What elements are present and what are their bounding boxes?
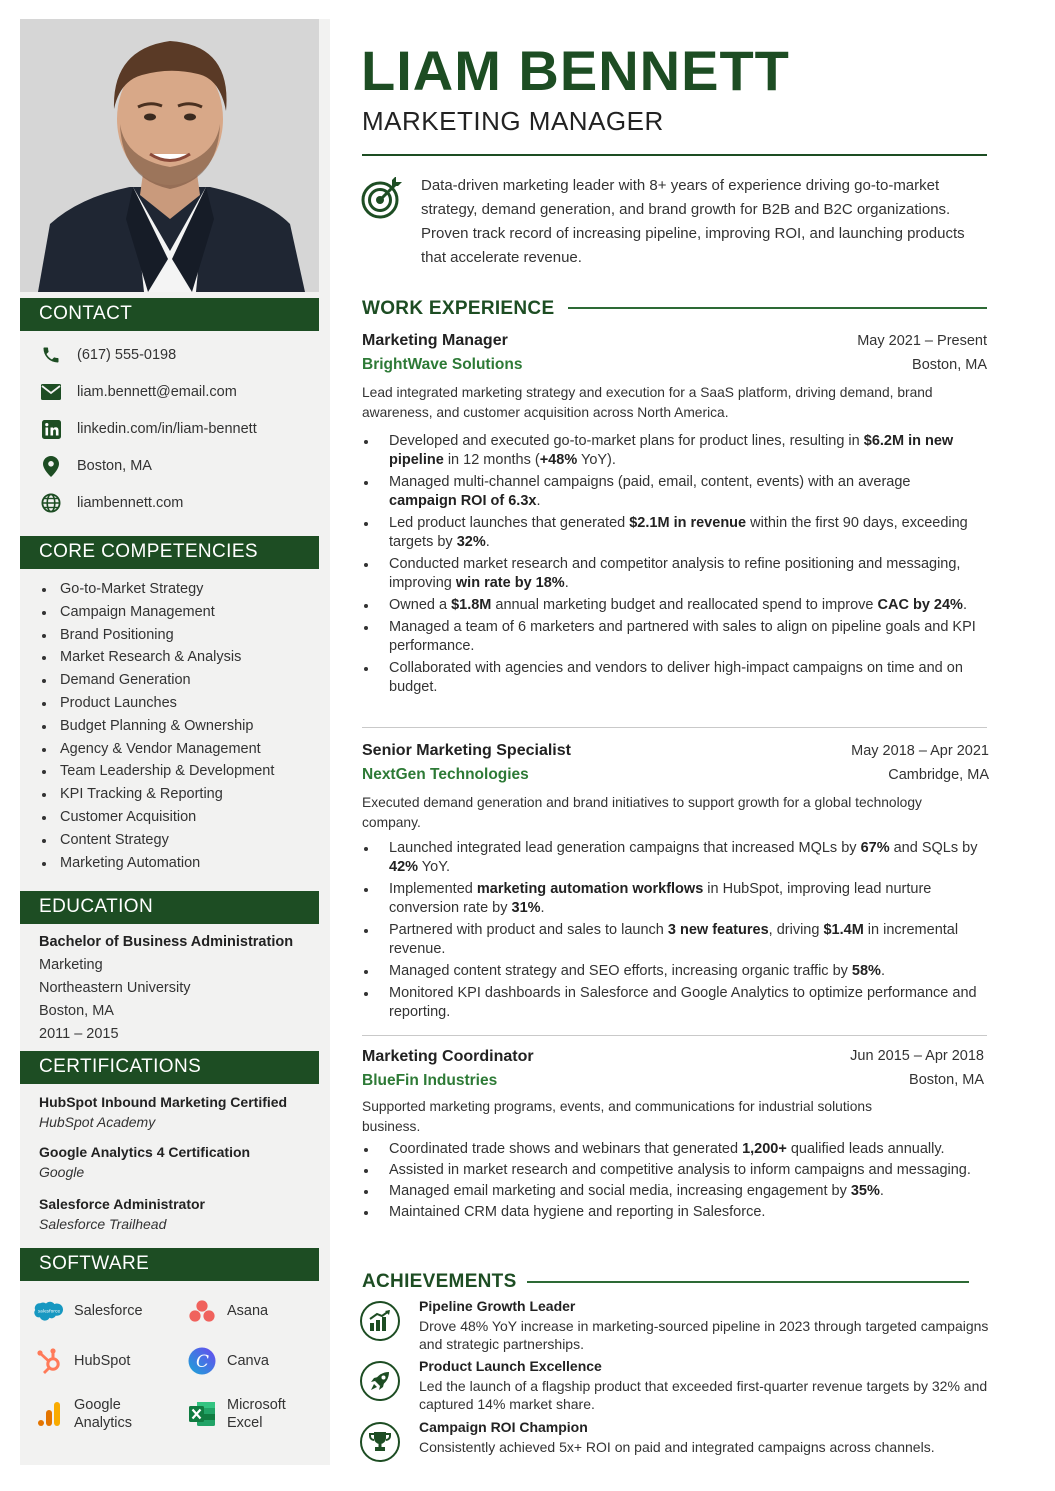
job-company: BrightWave Solutions xyxy=(362,356,523,373)
globe-icon xyxy=(40,492,62,514)
software-item-asana xyxy=(187,1296,268,1326)
bullet-item: Partnered with product and sales to launch 3 new features, driving $1.4M in incremental revenue. xyxy=(362,921,982,959)
bullet-emphasis: 58% xyxy=(851,963,881,979)
certification-org: Salesforce Trailhead xyxy=(39,1216,167,1232)
competencies-heading: CORE COMPETENCIES xyxy=(20,536,319,569)
certification-item xyxy=(39,1142,250,1182)
sidebar xyxy=(20,19,330,1465)
software-item-google-analytics xyxy=(34,1396,132,1432)
achievement-text: Consistently achieved 5x+ ROI on paid and integrated campaigns across channels. xyxy=(419,1439,935,1455)
bullet-item: Monitored KPI dashboards in Salesforce and Google Analytics to optimize performance and reporting. xyxy=(362,984,982,1022)
contact-heading: CONTACT xyxy=(20,298,319,331)
bullet-item: Assisted in market research and competitive analysis to inform campaigns and messaging. xyxy=(362,1161,982,1180)
contact-text: linkedin.com/in/liam-bennett xyxy=(77,421,257,437)
bullet-emphasis: marketing automation workflows xyxy=(476,881,704,897)
bullet-item: Maintained CRM data hygiene and reporting in Salesforce. xyxy=(362,1203,982,1222)
list-item: Brand Positioning xyxy=(42,624,274,647)
bullet-emphasis: 35% xyxy=(850,1183,880,1199)
certifications-heading: CERTIFICATIONS xyxy=(20,1051,319,1084)
software-heading: SOFTWARE xyxy=(20,1248,319,1281)
contact-text: (617) 555-0198 xyxy=(77,347,177,363)
section-rule xyxy=(527,1281,969,1283)
list-item: Demand Generation xyxy=(42,669,274,692)
software-label: Canva xyxy=(227,1353,269,1369)
software-label xyxy=(227,1396,286,1432)
job-location: Boston, MA xyxy=(912,357,987,373)
achievement-title: Campaign ROI Champion xyxy=(419,1419,588,1435)
contact-linkedin[interactable] xyxy=(40,417,257,441)
bullet-item: Led product launches that generated $2.1M in revenue within the first 90 days, exceeding targets by 32%. xyxy=(362,514,982,552)
job-divider xyxy=(362,1035,987,1036)
job-divider xyxy=(362,727,987,728)
microsoft-excel-icon xyxy=(187,1399,217,1429)
hubspot-icon xyxy=(34,1346,64,1376)
software-label: HubSpot xyxy=(74,1353,131,1369)
contact-text: liambennett.com xyxy=(77,495,184,511)
bullet-emphasis: +48% xyxy=(539,452,578,468)
job-description: Executed demand generation and brand initiatives to support growth for a global technology company. xyxy=(362,795,922,830)
list-item: Marketing Automation xyxy=(42,852,274,875)
certification-item xyxy=(39,1194,205,1234)
bullet-emphasis: 42% xyxy=(389,859,419,875)
school: Northeastern University xyxy=(39,980,191,996)
bullet-emphasis: $1.4M xyxy=(823,922,864,938)
certification-org: Google xyxy=(39,1164,85,1180)
job-description: Supported marketing programs, events, and communications for industrial solutions business. xyxy=(362,1099,872,1134)
contact-location xyxy=(40,454,152,478)
contact-email[interactable] xyxy=(40,380,237,404)
google-analytics-icon xyxy=(34,1399,64,1429)
bullet-emphasis: $1.8M xyxy=(451,597,492,613)
certification-item xyxy=(39,1092,287,1132)
list-item: KPI Tracking & Reporting xyxy=(42,783,274,806)
target-icon xyxy=(361,177,403,224)
achievements-heading: ACHIEVEMENTS xyxy=(362,1271,517,1292)
contact-text: liam.bennett@email.com xyxy=(77,384,237,400)
list-item: Go-to-Market Strategy xyxy=(42,578,274,601)
software-label: Asana xyxy=(227,1303,269,1319)
svg-text:salesforce: salesforce xyxy=(37,1309,61,1315)
list-item: Product Launches xyxy=(42,692,274,715)
bullet-item: Owned a $1.8M annual marketing budget and reallocated spend to improve CAC by 24%. xyxy=(362,596,982,615)
bullet-emphasis: campaign ROI of 6.3x xyxy=(389,493,537,509)
degree: Bachelor of Business Administration xyxy=(39,934,294,950)
bullet-item: Conducted market research and competitor analysis to refine positioning and messaging, improving win rate by 18%. xyxy=(362,555,982,593)
list-item: Campaign Management xyxy=(42,601,274,624)
bullet-emphasis: 67% xyxy=(860,840,890,856)
bullet-emphasis: CAC by 24% xyxy=(877,597,963,613)
education-heading: EDUCATION xyxy=(20,891,319,924)
certification-name: Google Analytics 4 Certification xyxy=(39,1144,251,1160)
software-label-line: Microsoft xyxy=(227,1397,286,1413)
software-label-line: Analytics xyxy=(74,1415,133,1431)
linkedin-icon xyxy=(40,418,62,440)
bullet-emphasis: 31% xyxy=(511,900,541,916)
bullet-item: Managed multi-channel campaigns (paid, email, content, events) with an average campaign ROI of 6.3x. xyxy=(362,473,982,511)
software-label-line: Excel xyxy=(227,1415,263,1431)
bullet-emphasis: $6.2M in new pipeline xyxy=(389,433,954,468)
profile-photo xyxy=(20,19,319,292)
bullet-item: Managed a team of 6 marketers and partnered with sales to align on pipeline goals and KPI performance. xyxy=(362,618,982,656)
bar-chart-growth-icon xyxy=(360,1301,400,1341)
school-location: Boston, MA xyxy=(39,1003,114,1019)
bullet-emphasis: 3 new features xyxy=(667,922,769,938)
education-years: 2011 – 2015 xyxy=(39,1026,119,1042)
software-label xyxy=(74,1396,132,1432)
bullet-emphasis: 1,200+ xyxy=(742,1141,787,1157)
candidate-name: LIAM BENNETT xyxy=(361,39,790,102)
canva-icon xyxy=(187,1346,217,1376)
certification-name: Salesforce Administrator xyxy=(39,1196,205,1212)
header-divider xyxy=(362,154,987,156)
candidate-title: MARKETING MANAGER xyxy=(362,106,664,136)
section-rule xyxy=(568,307,987,309)
education-block xyxy=(39,932,293,1047)
job-location: Boston, MA xyxy=(909,1072,984,1088)
bullet-emphasis: 32% xyxy=(456,534,486,550)
contact-phone[interactable] xyxy=(40,343,176,367)
job-bullets xyxy=(362,432,982,700)
list-item: Market Research & Analysis xyxy=(42,646,274,669)
work-experience-heading: WORK EXPERIENCE xyxy=(362,298,555,319)
list-item: Customer Acquisition xyxy=(42,806,274,829)
job-company: NextGen Technologies xyxy=(362,766,529,783)
bullet-item: Collaborated with agencies and vendors to deliver high-impact campaigns on time and on budget. xyxy=(362,659,982,697)
job-title: Marketing Manager xyxy=(362,332,508,349)
list-item: Agency & Vendor Management xyxy=(42,738,274,761)
competencies-list xyxy=(42,578,274,874)
software-item-hubspot xyxy=(34,1346,130,1376)
job-description: Lead integrated marketing strategy and execution for a SaaS platform, driving demand, brand awareness, and customer acquisition across North America. xyxy=(362,385,933,420)
achievement-text: Drove 48% YoY increase in marketing-sourced pipeline in 2023 through targeted campaigns and strategic partnerships. xyxy=(419,1318,989,1352)
bullet-item: Implemented marketing automation workflows in HubSpot, improving lead nurture conversion rate by 31%. xyxy=(362,880,982,918)
job-title: Senior Marketing Specialist xyxy=(362,742,571,759)
contact-website[interactable] xyxy=(40,491,183,515)
software-label: Salesforce xyxy=(74,1303,143,1319)
contact-text: Boston, MA xyxy=(77,458,152,474)
job-bullets xyxy=(362,839,982,1025)
bullet-item: Managed content strategy and SEO efforts, increasing organic traffic by 58%. xyxy=(362,962,982,981)
job-title: Marketing Coordinator xyxy=(362,1048,534,1065)
job-dates: Jun 2015 – Apr 2018 xyxy=(850,1048,984,1064)
job-company: BlueFin Industries xyxy=(362,1072,498,1089)
trophy-icon xyxy=(360,1422,400,1462)
email-icon xyxy=(40,381,62,403)
software-item-excel xyxy=(187,1396,286,1432)
location-pin-icon xyxy=(40,455,62,477)
software-item-canva xyxy=(187,1346,269,1376)
software-item-salesforce xyxy=(34,1296,143,1326)
list-item: Budget Planning & Ownership xyxy=(42,715,274,738)
certification-name: HubSpot Inbound Marketing Certified xyxy=(39,1094,288,1110)
salesforce-icon xyxy=(34,1296,64,1326)
achievement-title: Product Launch Excellence xyxy=(419,1358,602,1374)
software-label-line: Google xyxy=(74,1397,121,1413)
major: Marketing xyxy=(39,957,103,973)
list-item: Content Strategy xyxy=(42,829,274,852)
bullet-item: Developed and executed go-to-market plans for product lines, resulting in $6.2M in new pipeline in 12 months (+48% YoY). xyxy=(362,432,982,470)
job-dates: May 2018 – Apr 2021 xyxy=(851,743,989,759)
asana-icon xyxy=(187,1296,217,1326)
job-bullets xyxy=(362,1140,982,1224)
rocket-icon xyxy=(360,1361,400,1401)
bullet-emphasis: $2.1M in revenue xyxy=(629,515,747,531)
bullet-emphasis: win rate by 18% xyxy=(455,575,565,591)
certification-org: HubSpot Academy xyxy=(39,1114,156,1130)
bullet-item: Coordinated trade shows and webinars that generated 1,200+ qualified leads annually. xyxy=(362,1140,982,1159)
bullet-item: Managed email marketing and social media, increasing engagement by 35%. xyxy=(362,1182,982,1201)
job-dates: May 2021 – Present xyxy=(857,333,987,349)
phone-icon xyxy=(40,344,62,366)
portrait-illustration xyxy=(20,19,319,292)
job-location: Cambridge, MA xyxy=(888,767,989,783)
achievement-title: Pipeline Growth Leader xyxy=(419,1298,576,1314)
bullet-item: Launched integrated lead generation campaigns that increased MQLs by 67% and SQLs by 42% YoY. xyxy=(362,839,982,877)
summary-text: Data-driven marketing leader with 8+ years of experience driving go-to-market strategy, demand generation, and brand growth for B2B and B2C organizations. Proven track record of increasing pipeline, improving ROI, and launching products that accelerate revenue. xyxy=(421,177,965,266)
list-item: Team Leadership & Development xyxy=(42,760,274,783)
achievement-text: Led the launch of a flagship product that exceeded first-quarter revenue targets by 32% and captured 14% market share. xyxy=(419,1378,988,1412)
svg-text:C: C xyxy=(195,1352,210,1372)
